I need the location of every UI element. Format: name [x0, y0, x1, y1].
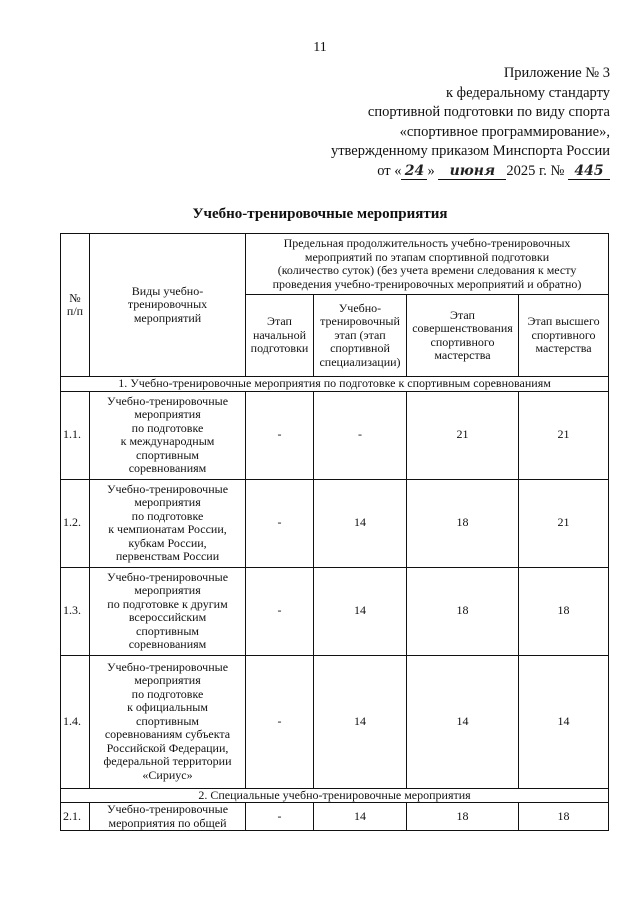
header-number: № п/п: [61, 234, 90, 377]
cell-value: 14: [314, 655, 407, 788]
row-number: 1.2.: [61, 479, 90, 567]
header-stage-improvement: Этап совершенствования спортивного мастерства: [407, 295, 519, 377]
table-row: [61, 655, 609, 788]
row-number: 1.1.: [61, 391, 90, 479]
row-number: 1.3.: [61, 567, 90, 655]
table-row: [61, 567, 609, 655]
cell-value: 14: [314, 567, 407, 655]
header-stage-training: Учебно- тренировочный этап (этап спортивной специализации): [314, 295, 407, 377]
row-event-name: Учебно-тренировочные мероприятия по подготовке к официальным спортивным соревнованиям субъекта Российской Федерации, федеральной территории «Сириус»: [90, 655, 246, 788]
handwritten-day: 24: [401, 164, 427, 180]
row-event-name: Учебно-тренировочные мероприятия по подготовке к другим всероссийским спортивным соревнованиям: [90, 567, 246, 655]
cell-value: 14: [314, 803, 407, 831]
cell-value: -: [246, 655, 314, 788]
cell-value: -: [246, 567, 314, 655]
cell-value: 18: [407, 479, 519, 567]
appendix-line: утвержденному приказом Минспорта России: [330, 143, 610, 159]
header-stage-initial: Этап начальной подготовки: [246, 295, 314, 377]
date-prefix: от «: [377, 162, 402, 179]
date-year: 2025 г. №: [506, 162, 565, 179]
appendix-line: «спортивное программирование»,: [399, 123, 610, 140]
table-row: [61, 391, 609, 479]
appendix-line: Приложение № 3: [503, 65, 610, 81]
cell-value: -: [246, 803, 314, 831]
cell-value: 14: [314, 479, 407, 567]
cell-value: 21: [519, 391, 609, 479]
row-number: 2.1.: [61, 803, 90, 831]
appendix-line: к федеральному стандарту: [446, 84, 610, 101]
cell-value: 18: [407, 803, 519, 831]
section-heading: 2. Специальные учебно-тренировочные мероприятия: [61, 788, 609, 803]
handwritten-month: июня: [438, 164, 506, 180]
cell-value: -: [246, 479, 314, 567]
header-stage-highest: Этап высшего спортивного мастерства: [519, 295, 609, 377]
row-event-name: Учебно-тренировочные мероприятия по общей: [90, 803, 246, 831]
cell-value: 21: [519, 479, 609, 567]
cell-value: 14: [519, 655, 609, 788]
cell-value: 18: [407, 567, 519, 655]
page-number: 11: [313, 40, 327, 55]
appendix-header: [331, 64, 610, 181]
cell-value: -: [246, 391, 314, 479]
date-quote: »: [427, 162, 435, 179]
cell-value: -: [314, 391, 407, 479]
order-date-line: [331, 162, 610, 182]
section-heading: 1. Учебно-тренировочные мероприятия по подготовке к спортивным соревнованиям: [61, 377, 609, 392]
table-row: [61, 803, 609, 831]
header-duration-limit: Предельная продолжительность учебно-тренировочных мероприятий по этапам спортивной подготовки (количество суток) (без учета времени следования к месту проведения учебно-тренировочных мероприятий и обратно): [246, 234, 609, 295]
appendix-line: спортивной подготовки по виду спорта: [367, 104, 610, 120]
document-title: Учебно-тренировочные мероприятия: [192, 206, 448, 222]
row-event-name: Учебно-тренировочные мероприятия по подготовке к международным спортивным соревнованиям: [90, 391, 246, 479]
header-event-type: Виды учебно- тренировочных мероприятий: [90, 234, 246, 377]
row-event-name: Учебно-тренировочные мероприятия по подготовке к чемпионатам России, кубкам России, первенствам России: [90, 479, 246, 567]
table-row: [61, 479, 609, 567]
cell-value: 18: [519, 803, 609, 831]
cell-value: 18: [519, 567, 609, 655]
cell-value: 21: [407, 391, 519, 479]
handwritten-order-number: 445: [568, 164, 610, 180]
events-table: [60, 233, 609, 831]
row-number: 1.4.: [61, 655, 90, 788]
cell-value: 14: [407, 655, 519, 788]
